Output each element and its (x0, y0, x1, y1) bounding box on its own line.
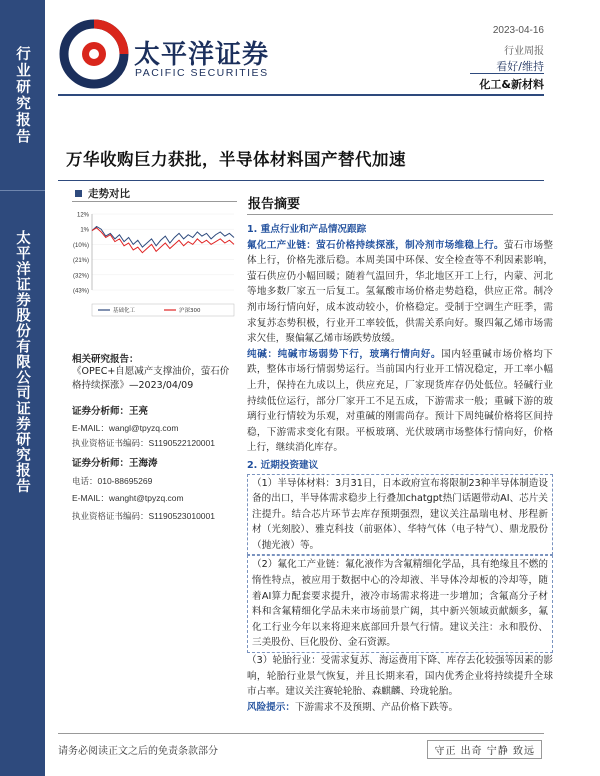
rating: 看好/维持 (496, 60, 544, 73)
suggestion-2: （2）氟化工产业链：氟化液作为含氟精细化学品，具有绝缘且不燃的惰性特点，被应用于数据中心的冷却液、半导体冷却板的冷却等，随着AI算力配套要求提升，液冷市场需求将进一步增加；含氟高分子材料和含氟精细化学品未来市场前景广阔，其中新兴领域贡献颇多，氟化工行业今年以来将迎来底部回升景气行情。建议关注：永和股份、三美股份、巨化股份、金石资源。 (247, 555, 553, 653)
footer-motto: 守正 出奇 宁静 致远 (427, 740, 542, 759)
legend-label: 沪深300 (179, 308, 201, 314)
analyst-2-cert: 执业资格证书编码：S1190523010001 (72, 511, 215, 521)
legend-label: 基础化工 (113, 308, 136, 314)
series-line-2 (92, 228, 234, 253)
sidebar-top-label: 行业研究报告 (14, 45, 31, 145)
y-tick-label: (32%) (72, 273, 89, 280)
risk-lead: 风险提示： (247, 701, 295, 713)
y-tick-label: (43%) (72, 288, 89, 295)
series-line-1 (92, 226, 234, 247)
related-report-title: 《OPEC+自愿减产支撑油价，萤石价格持续探涨》 (72, 366, 230, 391)
footer-disclaimer: 请务必阅读正文之后的免责条款部分 (58, 746, 218, 757)
sector: 化工&新材料 (479, 78, 544, 91)
report-type: 行业周报 (504, 46, 544, 57)
header-rule (470, 73, 544, 74)
suggestion-1: （1）半导体材料：3月31日，日本政府宣布将限制23种半导体制造设备的出口，半导体需求稳步上行叠加chatgpt热门话题带动AI、芯片关注提升。结合芯片环节去库存预期强烈，建议关注晶瑞电材、彤程新材（光刻胶）、雅克科技（前驱体）、华特气体（电子特气）、鼎龙股份（抛光液）等。 (247, 474, 553, 556)
related-label: 相关研究报告： (72, 354, 139, 365)
analyst-2-title: 证券分析师：王海涛 (72, 458, 158, 469)
summary-heading: 报告摘要 (248, 197, 301, 212)
y-tick-label: (10%) (72, 242, 89, 249)
trend-heading (75, 186, 130, 201)
logo-chinese-name: 太平洋证券 (134, 40, 270, 70)
analyst-2-email: E-MAIL：wanght@tpyzq.com (72, 493, 184, 503)
analyst-1-title: 证券分析师：王亮 (72, 406, 149, 417)
suggestion-3: （3）轮胎行业：受需求复苏、海运费用下降、库存去化较强等因素的影响，轮胎行业景气恢复，并且长期来看，国内优秀企业将持续提升全球市占率。建议关注赛轮轮胎、森麒麟、玲珑轮胎。 (247, 655, 553, 698)
footer-rule (58, 733, 544, 734)
section-1-title: 1. 重点行业和产品情况跟踪 (247, 224, 367, 235)
analyst-1-email: E-MAIL：wangl@tpyzq.com (72, 423, 179, 433)
summary-section-1 (247, 222, 553, 715)
fluor-lead: 氟化工产业链：萤石价格持续探涨，制冷剂市场维稳上行。 (247, 239, 504, 251)
report-date: 2023-04-16 (492, 25, 544, 36)
trend-chart (64, 208, 244, 320)
sidebar-bottom-label: 太平洋证券股份有限公司证券研究报告 (14, 230, 31, 494)
risk-paragraph (247, 700, 553, 716)
trend-heading-text: 走势对比 (88, 188, 130, 200)
risk-body: 下游需求不及预期、产品价格下跌等。 (294, 701, 459, 713)
fluor-body: 萤石市场整体上行，价格先涨后稳。本周美国中环保、安全检查等不利因素影响，萤石供应仍小幅回暖；随着气温回升，华北地区开工上行，内蒙、河北等地多数厂家五一后复工。氢氟酸市场价格走势趋稳，供应正常。制冷剂市场行情向好，成本波动较小，价格稳定。受制于空调生产旺季，需求复苏态势积极，行业开工率较低，供需关系向好。聚四氟乙烯市场需求欠佳，聚偏氟乙烯市场跌势放缓。 (247, 239, 554, 345)
related-report-date: —2023/04/09 (129, 380, 194, 391)
page-title: 万华收购巨力获批，半导体材料国产替代加速 (66, 150, 406, 169)
soda-lead: 纯碱：纯碱市场弱势下行，玻璃行情向好。 (247, 348, 442, 360)
sidebar-divider (0, 190, 45, 191)
y-tick-label: 1% (80, 227, 89, 234)
title-divider (58, 180, 544, 181)
bullet-square-icon (75, 190, 82, 197)
related-report (72, 365, 237, 393)
y-tick-label: 12% (76, 212, 89, 219)
soda-body: 国内轻重碱市场价格均下跌，整体市场行情弱势运行。当前国内行业开工情况稳定，开工率小幅上升，保持在九成以上，供应充足，厂家现货库存仍处低位。轻碱行业持续低位运行，部分厂家开工不足五成，下游需求一般；重碱下游的玻璃行业行情较为乐观，对重碱的刚需尚存。预计下周纯碱价格将区间持稳，下游需求变化有限。平板玻璃、光伏玻璃市场整体行情向好，价格上行，继续消化库存。 (247, 348, 554, 454)
logo-english-name: PACIFIC SECURITIES (135, 67, 269, 79)
analyst-2-phone: 电话：010-88695269 (72, 476, 153, 486)
company-logo-icon (58, 18, 130, 90)
soda-paragraph (247, 347, 553, 456)
analyst-1-cert: 执业资格证书编码：S1190522120001 (72, 438, 215, 448)
section-2-title: 2. 近期投资建议 (247, 459, 319, 471)
header-divider (58, 94, 544, 96)
summary-rule (247, 214, 553, 215)
y-tick-label: (21%) (72, 258, 89, 265)
trend-rule (72, 201, 237, 202)
fluor-paragraph (247, 238, 553, 347)
